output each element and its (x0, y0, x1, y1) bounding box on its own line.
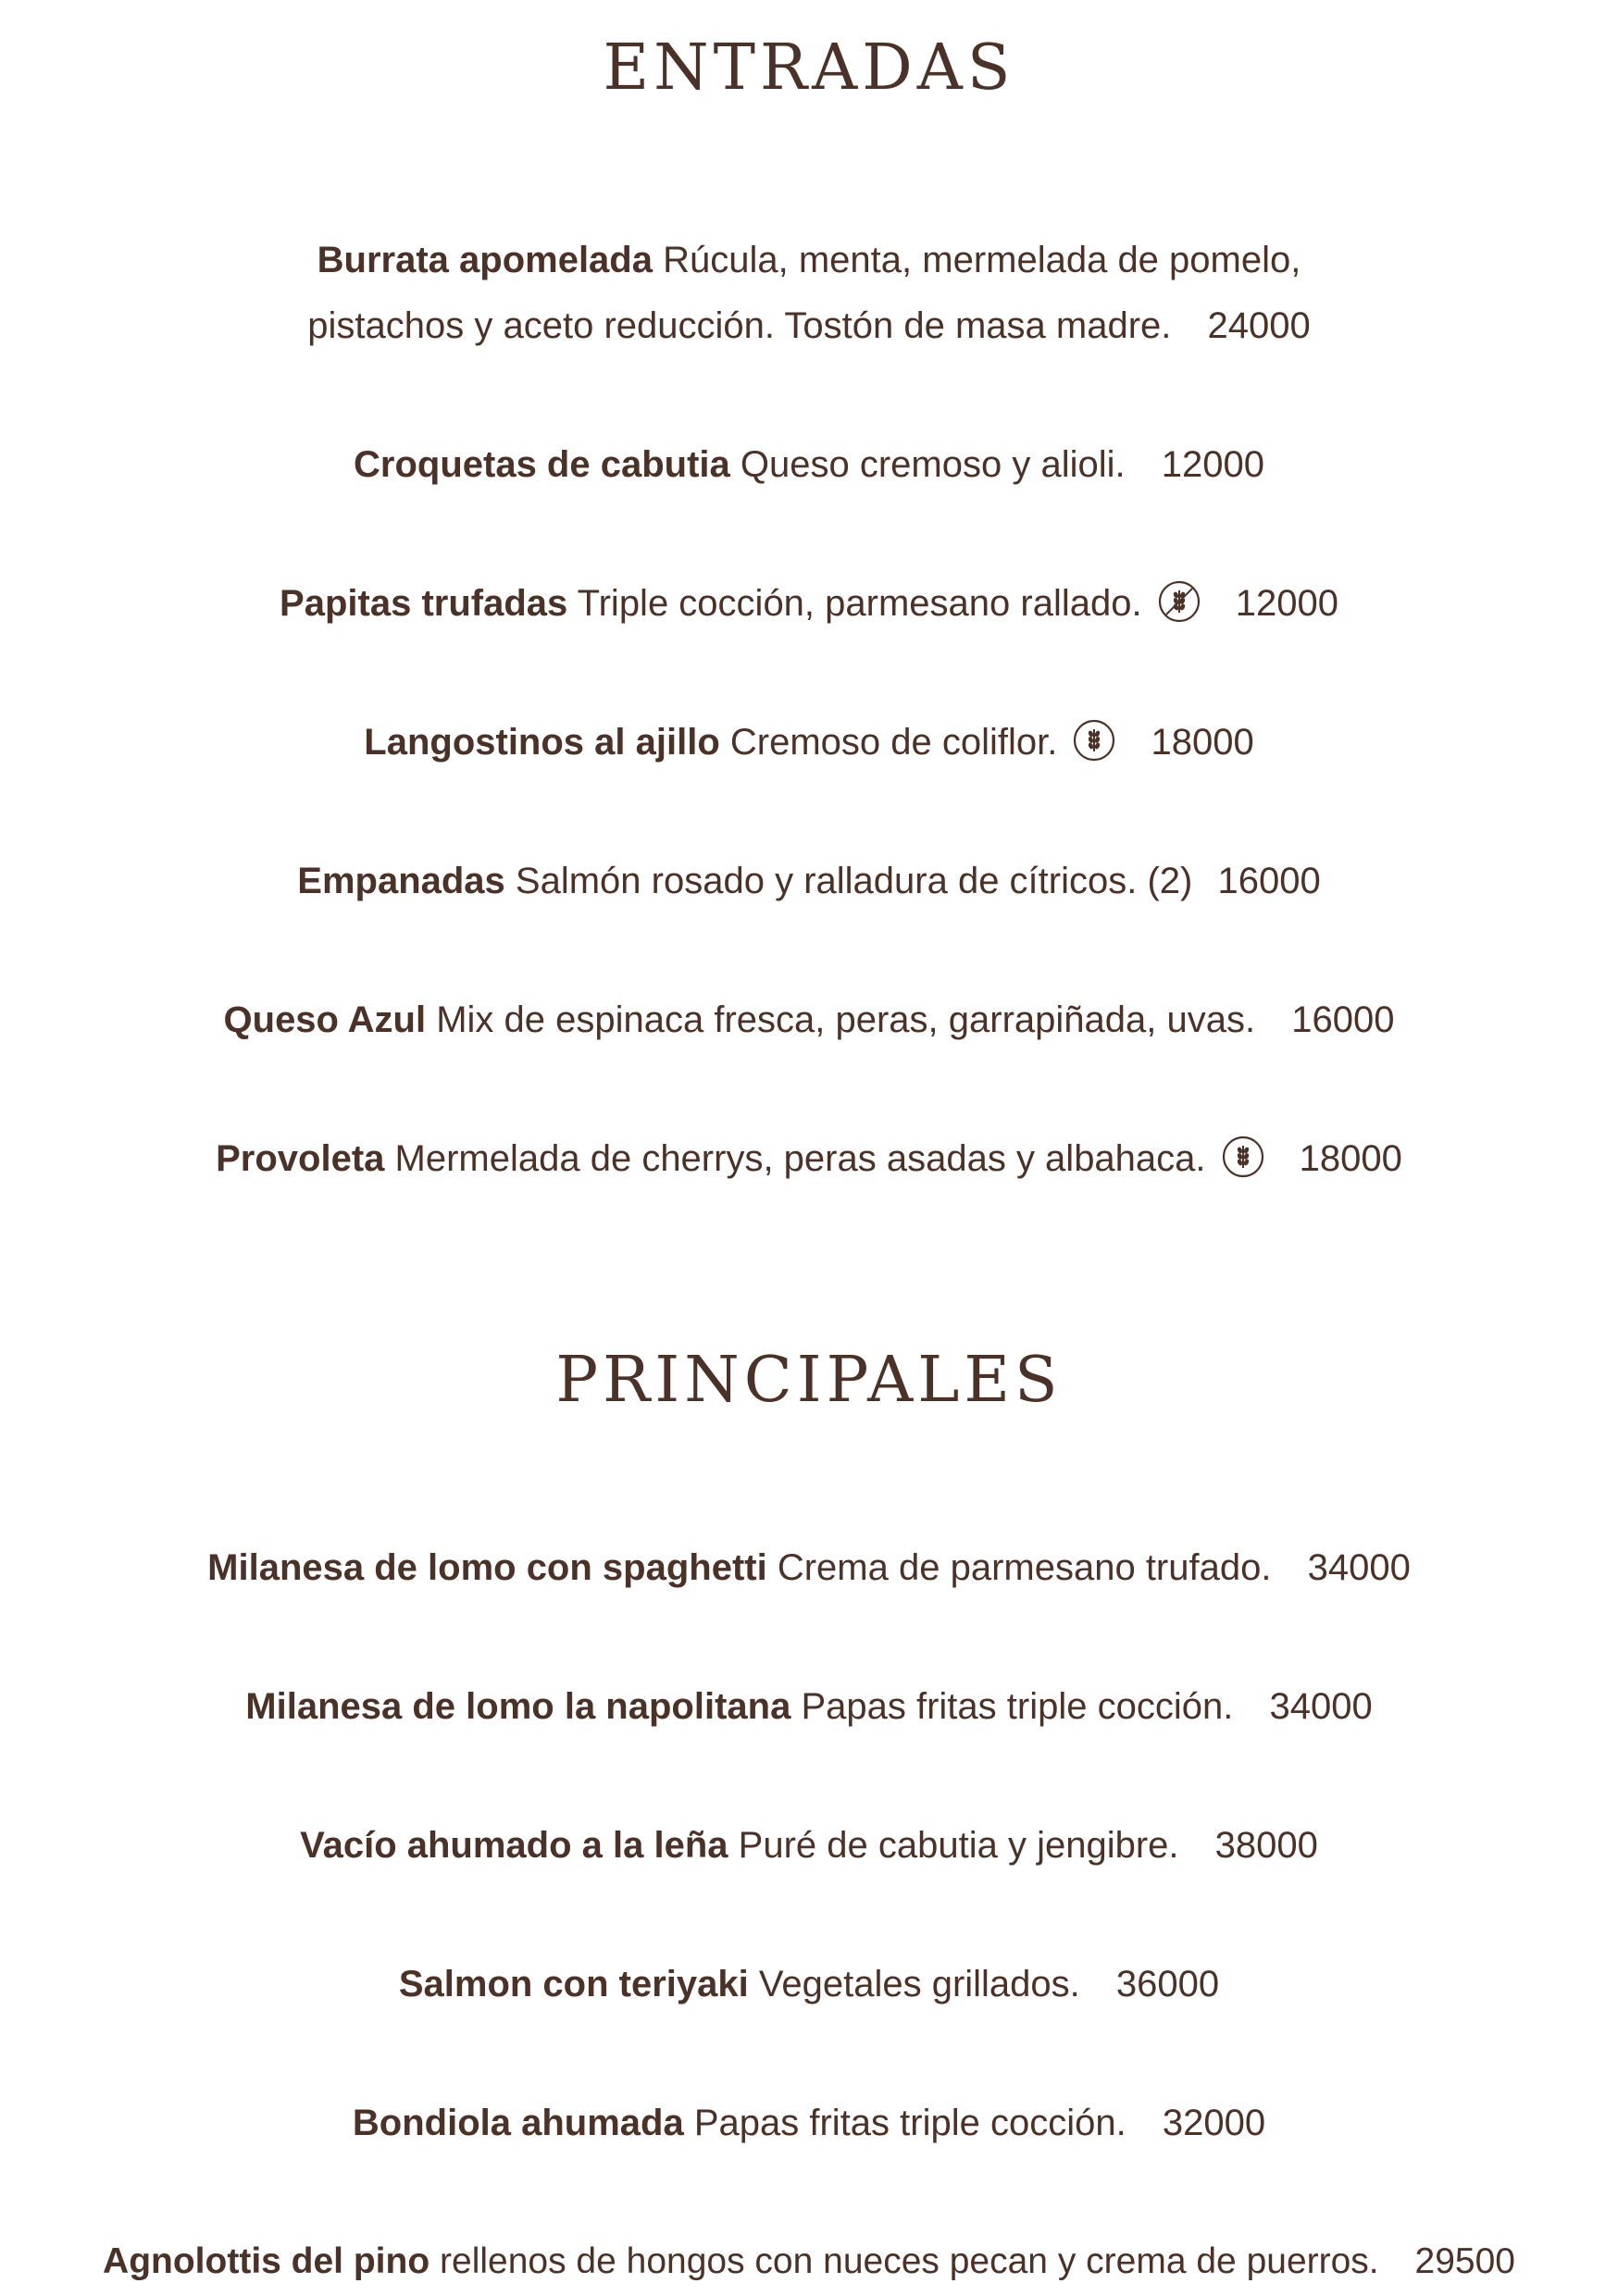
item-name: Vacío ahumado a la leña (300, 1825, 728, 1866)
item-description: Salmón rosado y ralladura de cítricos. (2) (515, 861, 1193, 901)
item-price: 36000 (1115, 1964, 1220, 2004)
menu-item-papitas (0, 570, 1618, 637)
menu-item-empanadas (0, 848, 1618, 914)
item-description: Vegetales grillados. (758, 1964, 1080, 2004)
menu-item-agnolottis (0, 2228, 1618, 2295)
item-description: Papas fritas triple cocción. (693, 2103, 1126, 2143)
item-name: Salmon con teriyaki (398, 1964, 749, 2004)
item-name: Croquetas de cabutia (354, 444, 730, 485)
gluten-free-icon (1072, 718, 1116, 763)
item-description: pistachos y aceto reducción. Tostón de masa madre. (307, 305, 1172, 346)
section-title-principales: PRINCIPALES (555, 1344, 1063, 1417)
item-price: 12000 (1161, 444, 1264, 485)
menu-item-milanesa-spaghetti (0, 1534, 1618, 1601)
item-price: 34000 (1269, 1686, 1373, 1727)
item-description: Queso cremoso y alioli. (740, 444, 1126, 485)
item-name: Agnolottis del pino (103, 2241, 430, 2281)
item-name: Burrata apomelada (317, 240, 653, 280)
menu-item-croquetas (0, 431, 1618, 498)
item-description: Cremoso de coliflor. (729, 722, 1058, 763)
item-name: Bondiola ahumada (352, 2103, 684, 2143)
item-price: 38000 (1214, 1825, 1318, 1866)
item-description: Mix de espinaca fresca, peras, garrapiñada, uvas. (436, 999, 1256, 1040)
item-price: 12000 (1235, 583, 1338, 624)
menu-item-milanesa-napolitana (0, 1673, 1618, 1740)
menu-item-salmon (0, 1951, 1618, 2017)
menu-item-provoleta (0, 1125, 1618, 1192)
item-name: Papitas trufadas (280, 583, 568, 624)
item-name: Milanesa de lomo con spaghetti (207, 1547, 767, 1588)
item-price: 24000 (1207, 305, 1311, 346)
menu-item-vacio (0, 1812, 1618, 1879)
item-description: Triple cocción, parmesano rallado. (577, 583, 1142, 624)
item-price: 16000 (1291, 999, 1395, 1040)
item-description: Puré de cabutia y jengibre. (738, 1825, 1179, 1866)
item-name: Provoleta (216, 1138, 385, 1179)
item-price: 34000 (1307, 1547, 1411, 1588)
menu-item-bondiola (0, 2090, 1618, 2156)
item-price: 18000 (1299, 1138, 1402, 1179)
menu-item-langostinos (0, 709, 1618, 776)
item-description: Crema de parmesano trufado. (777, 1547, 1272, 1588)
item-description: Papas fritas triple cocción. (801, 1686, 1234, 1727)
item-name: Langostinos al ajillo (364, 722, 720, 763)
item-name: Milanesa de lomo la napolitana (245, 1686, 791, 1727)
item-price: 16000 (1217, 861, 1321, 901)
gluten-free-icon (1157, 579, 1201, 624)
item-price: 32000 (1162, 2103, 1266, 2143)
menu-item-queso-azul (0, 987, 1618, 1053)
item-description: rellenos de hongos con nueces pecan y crema de puerros. (440, 2241, 1379, 2281)
item-price: 29500 (1414, 2241, 1515, 2281)
item-description: Mermelada de cherrys, peras asadas y albahaca. (394, 1138, 1206, 1179)
item-price: 18000 (1151, 722, 1254, 763)
section-title-entradas: ENTRADAS (603, 31, 1015, 105)
item-name: Queso Azul (223, 999, 427, 1040)
menu-item-burrata (0, 227, 1618, 293)
item-name: Empanadas (297, 861, 505, 901)
gluten-free-icon (1221, 1135, 1265, 1179)
item-description: Rúcula, menta, mermelada de pomelo, (663, 240, 1301, 280)
menu-item-burrata-line2 (0, 292, 1618, 359)
